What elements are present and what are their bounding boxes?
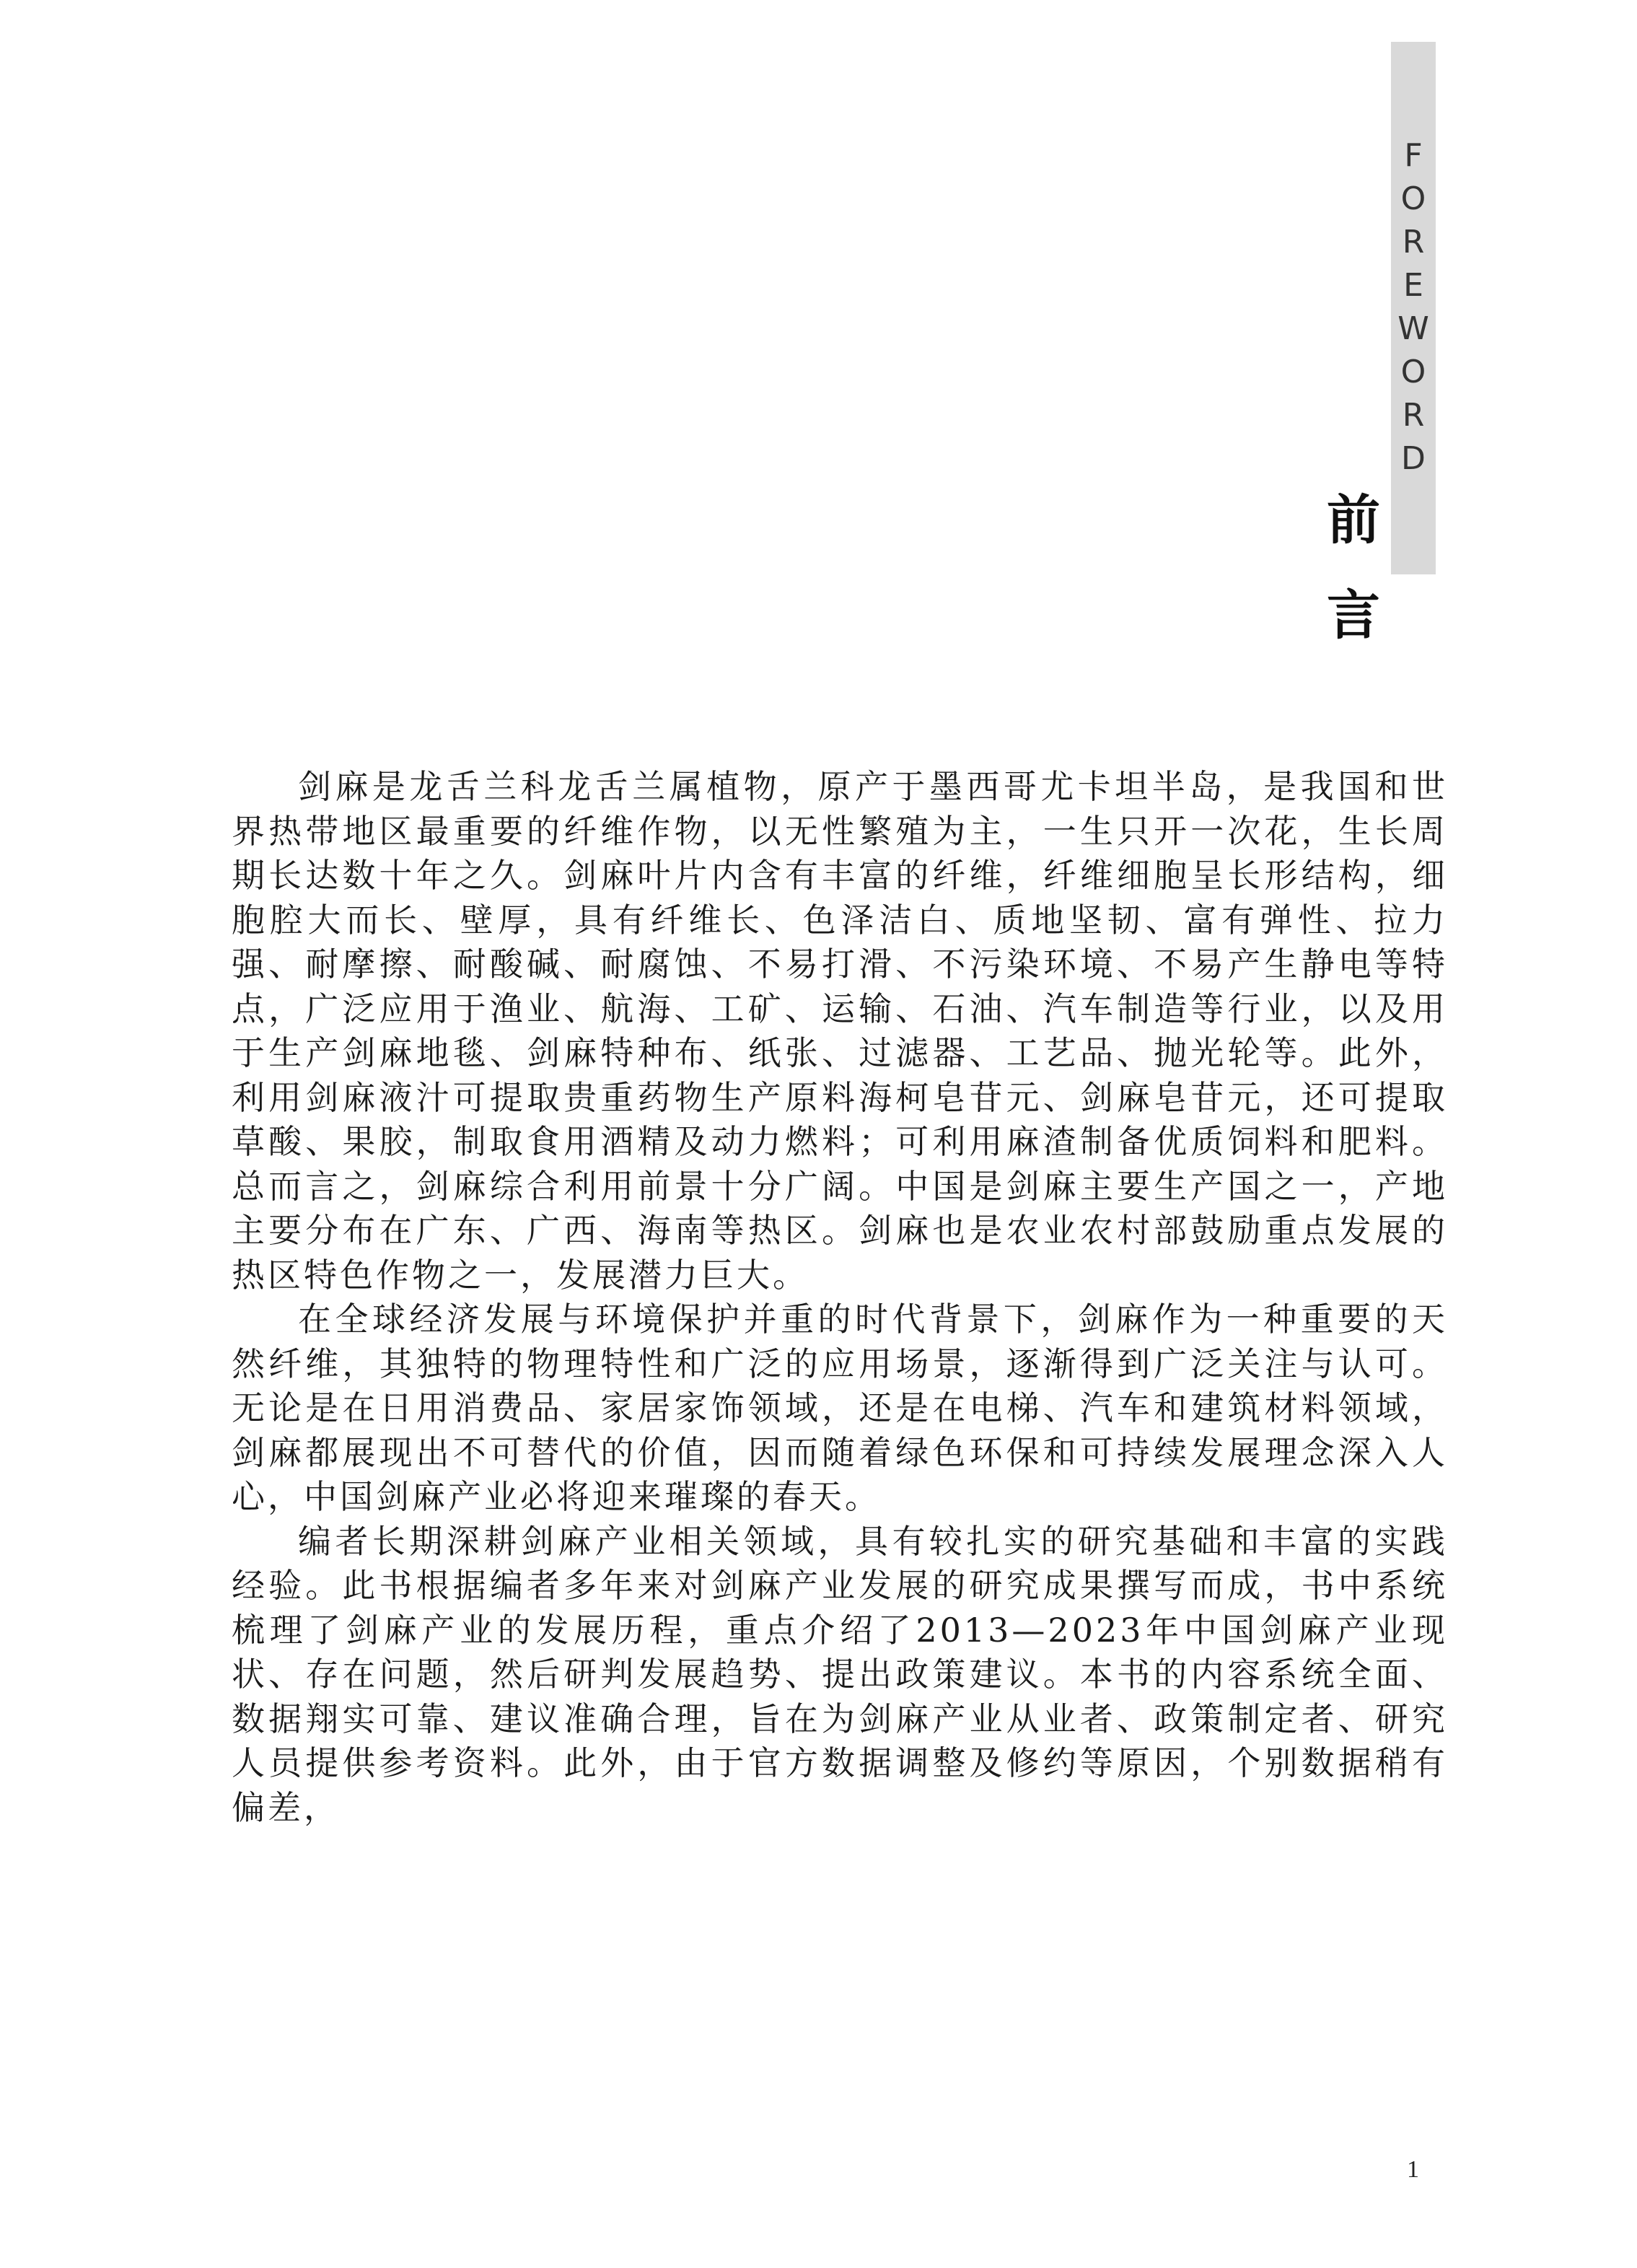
foreword-letter: D — [1401, 440, 1426, 477]
foreword-letter: R — [1402, 224, 1425, 260]
title-char: 前 — [1327, 489, 1380, 551]
foreword-vertical-label — [1391, 134, 1436, 481]
title-char: 言 — [1327, 584, 1380, 647]
foreword-letter: R — [1402, 397, 1425, 434]
paragraph-1: 剑麻是龙舌兰科龙舌兰属植物，原产于墨西哥尤卡坦半岛，是我国和世界热带地区最重要的纤维作物，以无性繁殖为主，一生只开一次花，生长周期长达数十年之久。剑麻叶片内含有丰富的纤维，纤维细胞呈长形结构，细胞腔大而长、壁厚，具有纤维长、色泽洁白、质地坚韧、富有弹性、拉力强、耐摩擦、耐酸碱、耐腐蚀、不易打滑、不污染环境、不易产生静电等特点，广泛应用于渔业、航海、工矿、运输、石油、汽车制造等行业，以及用于生产剑麻地毯、剑麻特种布、纸张、过滤器、工艺品、抛光轮等。此外，利用剑麻液汁可提取贵重药物生产原料海柯皂苷元、剑麻皂苷元，还可提取草酸、果胶，制取食用酒精及动力燃料；可利用麻渣制备优质饲料和肥料。总而言之，剑麻综合利用前景十分广阔。中国是剑麻主要生产国之一，产地主要分布在广东、广西、海南等热区。剑麻也是农业农村部鼓励重点发展的热区特色作物之一，发展潜力巨大。 — [232, 767, 1448, 1295]
foreword-body — [232, 765, 1448, 1830]
page-title — [1319, 473, 1388, 663]
paragraph-2: 在全球经济发展与环境保护并重的时代背景下，剑麻作为一种重要的天然纤维，其独特的物理特性和广泛的应用场景，逐渐得到广泛关注与认可。无论是在日用消费品、家居家饰领域，还是在电梯、汽车和建筑材料领域，剑麻都展现出不可替代的价值，因而随着绿色环保和可持续发展理念深入人心，中国剑麻产业必将迎来璀璨的春天。 — [232, 1300, 1448, 1516]
paragraph-3: 编者长期深耕剑麻产业相关领域，具有较扎实的研究基础和丰富的实践经验。此书根据编者多年来对剑麻产业发展的研究成果撰写而成，书中系统梳理了剑麻产业的发展历程，重点介绍了2013—2023年中国剑麻产业现状、存在问题，然后研判发展趋势、提出政策建议。本书的内容系统全面、数据翔实可靠、建议准确合理，旨在为剑麻产业从业者、政策制定者、研究人员提供参考资料。此外，由于官方数据调整及修约等原因，个别数据稍有偏差， — [232, 1521, 1448, 1827]
foreword-letter: F — [1404, 137, 1423, 174]
foreword-letter: O — [1400, 354, 1426, 390]
foreword-side-tab — [1391, 42, 1436, 574]
foreword-letter: W — [1397, 310, 1429, 347]
foreword-letter: E — [1403, 267, 1423, 304]
foreword-letter: O — [1400, 180, 1426, 217]
page-number: 1 — [1407, 2156, 1419, 2183]
